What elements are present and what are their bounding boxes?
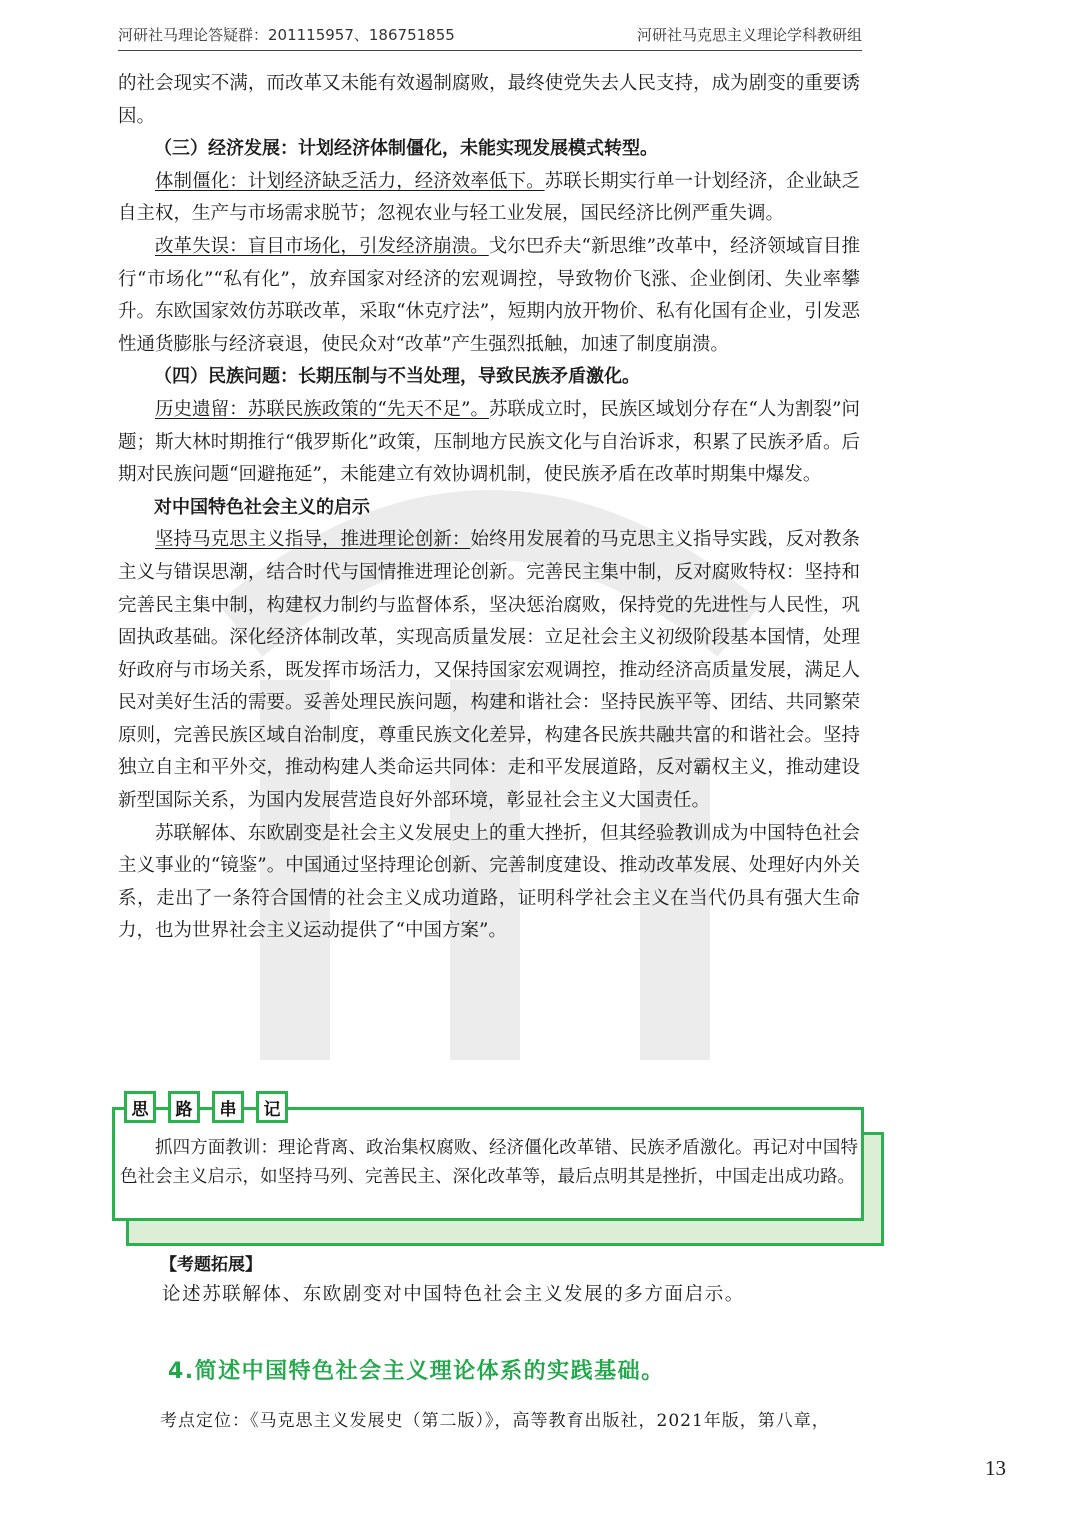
paragraph-continued: 的社会现实不满，而改革又未能有效遏制腐败，最终使党失去人民支持，成为剧变的重要诱因。 [118, 73, 860, 127]
page-number: 13 [985, 1456, 1006, 1480]
underlined-subheading: 坚持马克思主义指导，推进理论创新： [155, 529, 471, 551]
paragraph-text: 始终用发展着的马克思主义指导实践，反对教条主义与错误思潮，结合时代与国情推进理论创新。完善民主集中制，反对腐败特权：坚持和完善民主集中制，构建权力制约与监督体系，坚决惩治腐败，保持党的先进性与人民性，巩固执政基础。深化经济体制改革，实现高质量发展：立足社会主义初级阶段基本国情，处理好政府与市场关系，既发挥市场活力，又保持国家宏观调控，推动经济高质量发展，满足人民对美好生活的需要。妥善处理民族问题，构建和谐社会：坚持民族平等、团结、共同繁荣原则，完善民族区域自治制度，尊重民族文化差异，构建各民族共融共富的和谐社会。坚持独立自主和平外交，推动构建人类命运共同体：走和平发展道路，反对霸权主义，推动建设新型国际关系，为国内发展营造良好外部环境，彰显社会主义大国责任。 [118, 529, 860, 812]
tag-chuan: 串 [212, 1091, 244, 1123]
section-heading-ethnic: （四）民族问题：长期压制与不当处理，导致民族矛盾激化。 [154, 366, 640, 388]
header-left-text: 河研社马理论答疑群：201115957、186751855 [118, 26, 455, 44]
tag-lu: 路 [168, 1091, 200, 1123]
section-heading-implications: 对中国特色社会主义的启示 [154, 496, 370, 518]
paragraph-text: 戈尔巴乔夫“新思维”改革中，经济领域盲目推行“市场化”“私有化”，放弃国家对经济的宏观调控，导致物价飞涨、企业倒闭、失业率攀升。东欧国家效仿苏联改革，采取“休克疗法”，短期内放开物价、私有化国有企业，引发恶性通货膨胀与经济衰退，使民众对“改革”产生强烈抵触，加速了制度崩溃。 [118, 235, 860, 355]
tag-ji: 记 [256, 1091, 288, 1123]
underlined-subheading: 历史遗留：苏联民族政策的“先天不足”。 [155, 398, 489, 420]
extension-text: 论述苏联解体、东欧剧变对中国特色社会主义发展的多方面启示。 [162, 1284, 745, 1305]
header-right-text: 河研社马克思主义理论学科教研组 [636, 26, 862, 44]
paragraph-text: 苏联长期实行单一计划经济，企业缺乏自主权，生产与市场需求脱节；忽视农业与轻工业发展，国民经济比例严重失调。 [118, 170, 860, 225]
question-source: 考点定位：《马克思主义发展史（第二版）》，高等教育出版社，2021年版，第八章， [160, 1411, 830, 1431]
question-title: 4.简述中国特色社会主义理论体系的实践基础。 [168, 1359, 665, 1384]
main-content [118, 68, 860, 948]
underlined-subheading: 体制僵化：计划经济缺乏活力，经济效率低下。 [155, 170, 545, 192]
paragraph-conclusion: 苏联解体、东欧剧变是社会主义发展史上的重大挫折，但其经验教训成为中国特色社会主义事业的“镜鉴”。中国通过坚持理论创新、完善制度建设、推动改革发展、处理好内外关系，走出了一条符合国情的社会主义成功道路，证明科学社会主义在当代仍具有强大生命力，也为世界社会主义运动提供了“中国方案”。 [118, 822, 860, 942]
paragraph-historical-legacy [118, 394, 860, 492]
section-heading-economy: （三）经济发展：计划经济体制僵化，未能实现发展模式转型。 [154, 138, 658, 160]
paragraph-text: 苏联成立时，民族区域划分存在“人为割裂”问题；斯大林时期推行“俄罗斯化”政策，压制地方民族文化与自治诉求，积累了民族矛盾。后期对民族问题“回避拖延”，未能建立有效协调机制，使民族矛盾在改革时期集中爆发。 [118, 398, 860, 486]
paragraph-reform-mistakes [118, 231, 860, 361]
page-header [118, 20, 862, 51]
tag-si: 思 [124, 1091, 156, 1123]
extension-label: 【考题拓展】 [160, 1255, 262, 1275]
summary-text: 抓四方面教训：理论背离、政治集权腐败、经济僵化改革错、民族矛盾激化。再记对中国特色社会主义启示，如坚持马列、完善民主、深化改革等，最后点明其是挫折，中国走出成功路。 [120, 1138, 858, 1187]
paragraph-implications [118, 524, 860, 817]
paragraph-rigid-system [118, 166, 860, 231]
summary-tags [124, 1091, 300, 1123]
underlined-subheading: 改革失误：盲目市场化，引发经济崩溃。 [155, 235, 489, 257]
